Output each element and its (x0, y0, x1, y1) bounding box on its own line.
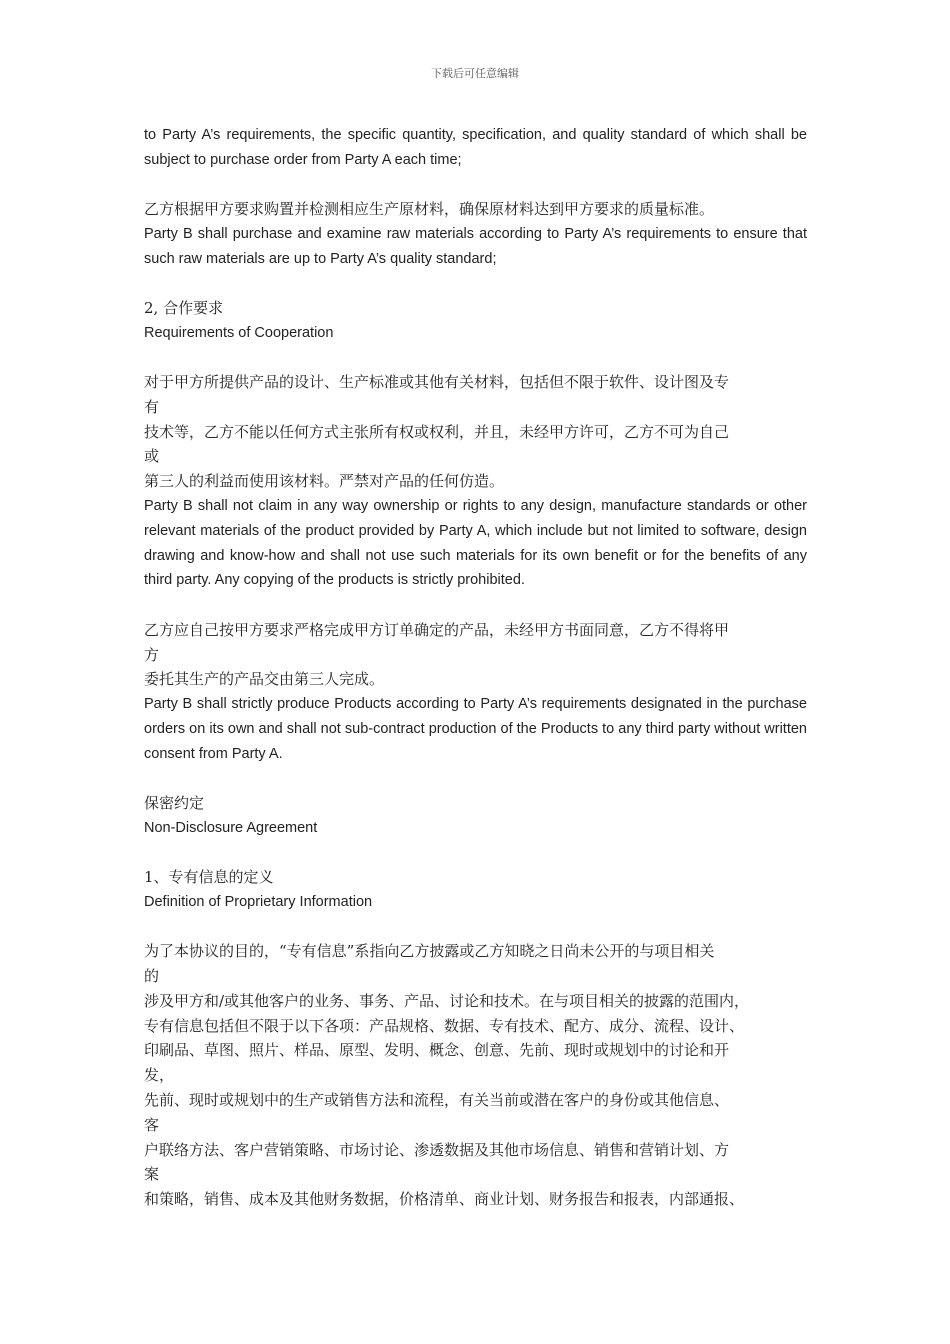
paragraph-1 (144, 123, 807, 173)
zh-line: 案 (144, 1165, 160, 1184)
paragraph-4-zh (144, 370, 807, 494)
zh-line: 1、专有信息的定义 (144, 868, 274, 887)
paragraph-5-en: Party B shall strictly produce Products according to Party A’s requirements designated in the purchase orders on its own and shall not sub-contract production of the Products to any third party without written consent from Party A. (144, 696, 807, 762)
zh-line: 方 (144, 645, 160, 664)
zh-line: 对于甲方所提供产品的设计、生产标准或其他有关材料，包括但不限于软件、设计图及专 (144, 373, 730, 392)
page-header: 下载后可任意编辑 (431, 67, 519, 80)
zh-line: 印刷品、草图、照片、样品、原型、发明、概念、创意、先前、现时或规划中的讨论和开 (144, 1041, 730, 1060)
zh-line: 保密约定 (144, 794, 205, 813)
paragraph-2 (144, 197, 807, 271)
zh-line: 有 (144, 397, 160, 416)
paragraph-5 (144, 618, 807, 767)
paragraph-4 (144, 370, 807, 593)
zh-line: 客 (144, 1115, 160, 1134)
zh-line: 技术等，乙方不能以任何方式主张所有权或权利，并且，未经甲方许可，乙方不可为自己 (144, 422, 730, 441)
paragraph-2-zh (144, 197, 807, 222)
heading-en: Definition of Proprietary Information (144, 893, 373, 910)
zh-line: 2, 合作要求 (144, 298, 224, 317)
heading-zh (144, 296, 807, 321)
zh-line: 第三人的利益而使用该材料。严禁对产品的任何仿造。 (144, 472, 505, 491)
zh-line: 先前、现时或规划中的生产或销售方法和流程，有关当前或潜在客户的身份或其他信息、 (144, 1091, 730, 1109)
heading-en: Non-Disclosure Agreement (144, 819, 318, 836)
document-body (144, 123, 807, 1236)
paragraph-2-en: Party B shall purchase and examine raw materials according to Party A’s requirements to ensure that such raw materials are up to Party A’s quality standard; (144, 225, 807, 267)
zh-line: 委托其生产的产品交由第三人完成。 (144, 670, 385, 689)
zh-line: 涉及甲方和/或其他客户的业务、事务、产品、讨论和技术。在与项目相关的披露的范围内， (144, 991, 750, 1010)
paragraph-4-en: Party B shall not claim in any way ownership or rights to any design, manufacture standards or other relevant materials of the product provided by Party A, which include but not limited to software, design drawing and know-how and shall not use such materials for its own benefit or for the benefits of any third party. Any copying of the products is strictly prohibited. (144, 498, 807, 589)
zh-line: 的 (144, 967, 160, 986)
heading-zh (144, 791, 807, 816)
zh-line: 和策略，销售、成本及其他财务数据，价格清单、商业计划、财务报告和报表，内部通报、 (144, 1190, 745, 1209)
zh-line: 专有信息包括但不限于以下各项：产品规格、数据、专有技术、配方、成分、流程、设计、 (144, 1016, 745, 1035)
zh-line: 为了本协议的目的，“专有信息”系指向乙方披露或乙方知晓之日尚未公开的与项目相关 (144, 942, 715, 961)
paragraph-5-zh (144, 618, 807, 692)
paragraph-8 (144, 939, 807, 1212)
zh-line: 乙方根据甲方要求购置并检测相应生产原材料，确保原材料达到甲方要求的质量标准。 (144, 200, 715, 219)
section-heading-cooperation (144, 296, 807, 346)
paragraph-1-en: to Party A’s requirements, the specific quantity, specification, and quality standard of which shall be subject to purchase order from Party A each time; (144, 127, 807, 168)
zh-line: 乙方应自己按甲方要求严格完成甲方订单确定的产品，未经甲方书面同意，乙方不得将甲 (144, 620, 730, 639)
section-heading-nda (144, 791, 807, 841)
heading-en: Requirements of Cooperation (144, 324, 334, 341)
heading-zh (144, 865, 807, 890)
paragraph-8-zh (144, 939, 807, 1212)
zh-line: 或 (144, 447, 160, 466)
zh-line: 发， (144, 1066, 175, 1085)
zh-line: 户联络方法、客户营销策略、市场讨论、渗透数据及其他市场信息、销售和营销计划、方 (144, 1140, 730, 1159)
section-heading-definition (144, 865, 807, 915)
